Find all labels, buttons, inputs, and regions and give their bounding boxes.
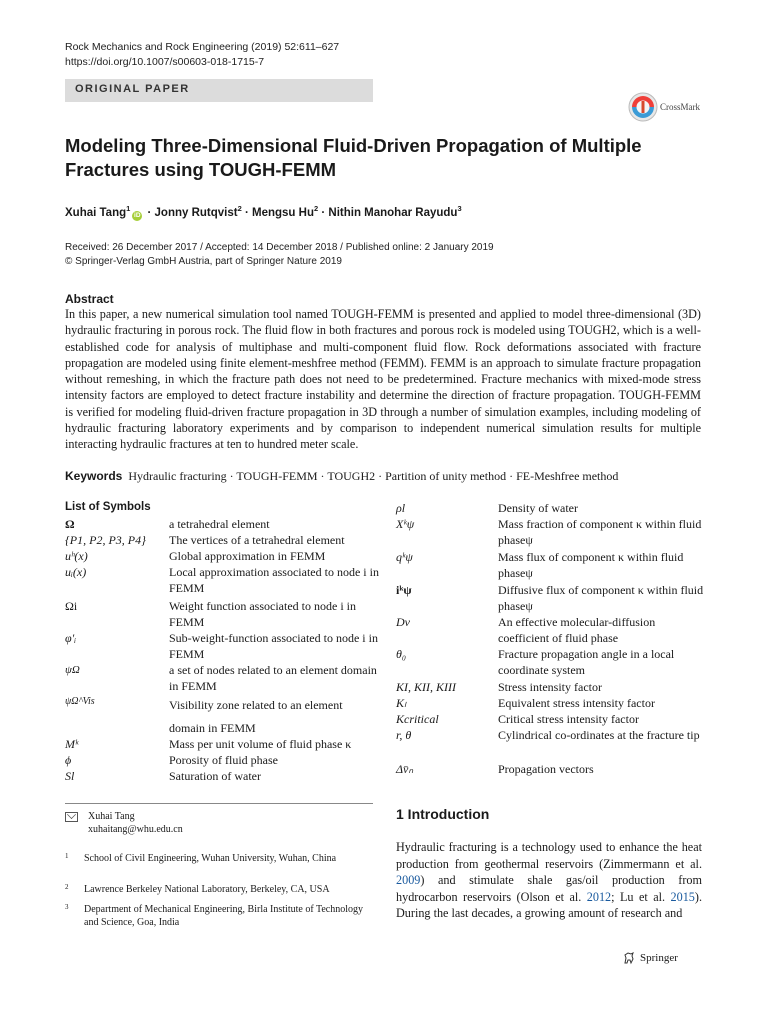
author-name[interactable]: Nithin Manohar Rayudu: [328, 206, 458, 219]
symbol: qᵏψ: [396, 550, 413, 564]
symbol: {P1, P2, P3, P4}: [65, 533, 146, 547]
intro-text-segment: ). During the last decades, a growing amount of research and: [396, 889, 702, 920]
correspondence-email[interactable]: xuhaitang@whu.edu.cn: [88, 824, 183, 835]
symbol: Kₗ: [396, 696, 406, 710]
symbol: θ₀: [396, 647, 407, 661]
introduction-text: [396, 839, 702, 922]
symbol: Δv̄ₙ: [396, 762, 414, 776]
symbol-description: Propagation vectors: [498, 762, 594, 776]
symbol: Xᵏψ: [396, 517, 415, 531]
symbol-description: Fracture propagation angle in a local coordinate system: [498, 647, 675, 677]
symbol-description: Weight function associated to node i in FEMM: [169, 599, 356, 629]
citation-link[interactable]: 2012: [586, 889, 612, 904]
symbol-description: Equivalent stress intensity factor: [498, 696, 655, 710]
article-type-banner: [65, 79, 373, 102]
affiliation-number: 3: [65, 903, 69, 911]
correspondence-name: Xuhai Tang: [88, 811, 135, 822]
orcid-icon[interactable]: iD: [134, 211, 141, 219]
symbol-description: Local approximation associated to node i in FEMM: [169, 565, 379, 595]
author-affiliation-sup: 3: [457, 204, 462, 213]
symbol-description: Cylindrical co-ordinates at the fracture tip: [498, 728, 700, 742]
symbol: uʰ(x): [65, 549, 88, 563]
symbols-heading: List of Symbols: [65, 501, 151, 513]
crossmark-icon: [628, 92, 658, 122]
springer-horse-icon: [622, 951, 636, 965]
intro-text-segment: ) and stimulate shale gas/oil production from hydrocarbon reservoirs (Olson et al.: [396, 873, 702, 904]
affiliation-number: 2: [65, 883, 69, 891]
symbol-description: Porosity of fluid phase: [169, 753, 278, 767]
author-affiliation-sup: 2: [313, 204, 319, 213]
abstract-text: In this paper, a new numerical simulation tool named TOUGH-FEMM is presented and applied to model three-dimensional (3D) hydraulic fracturing in porous rock. The fluid flow in both fractures and porous rock is modeled using TOUGH2, which is a well-established code for analysis of multiphase and multi-component fluid flow. Rock deformations associated with fracture propagation are modeled using finite element-meshfree method (FEMM). FEMM is an approach to simulate fracture propagation without remeshing, in which the fracture path does not need to be predetermined. Fracture mechanics with mixed-mode stress intensity factors are employed to detect fracture instability and determine the direction of fracture propagation. TOUGH-FEMM is verified for modeling fluid-driven fracture propagation in 3D through a number of simulation examples, including modeling of hydraulic fracturing laboratory experiments and by comparison to independent numerical simulation results for multiple interacting hydraulic fractures at ten to hundred meter scale.: [65, 307, 701, 452]
keywords-label: Keywords: [65, 469, 123, 483]
symbol: ψΩ: [65, 664, 80, 676]
symbol: iᵏψ: [396, 583, 412, 597]
symbol: ρl: [396, 501, 406, 515]
crossmark-badge[interactable]: [628, 92, 700, 122]
symbol: Mᵏ: [65, 737, 79, 751]
symbol-description: a set of nodes related to an element domain in FEMM: [169, 663, 377, 693]
journal-citation: Rock Mechanics and Rock Engineering (2019) 52:611–627: [65, 41, 340, 53]
symbol-description: Sub-weight-function associated to node i in FEMM: [169, 631, 378, 661]
abstract-heading: Abstract: [65, 292, 114, 306]
affiliation-number: 1: [65, 852, 69, 860]
symbol: ψΩ^Vis: [65, 696, 95, 707]
citation-link[interactable]: 2009: [396, 873, 421, 887]
crossmark-label: CrossMark: [660, 102, 700, 112]
symbol-description: Mass per unit volume of fluid phase κ: [169, 737, 352, 751]
symbol-description: An effective molecular-diffusion coefficient of fluid phase: [498, 615, 656, 645]
author-name[interactable]: Jonny Rutqvist: [154, 206, 238, 219]
envelope-icon: [65, 812, 78, 822]
symbol-description: Visibility zone related to an element domain in FEMM: [169, 698, 343, 735]
symbol-description: Global approximation in FEMM: [169, 549, 326, 563]
paper-title: Modeling Three-Dimensional Fluid-Driven Propagation of Multiple Fractures using TOUGH-FEMM: [65, 135, 642, 180]
affiliation-text: Department of Mechanical Engineering, Birla Institute of Technology and Science, Goa, India: [84, 904, 364, 928]
symbol-description: Mass fraction of component κ within fluid phaseψ: [498, 517, 702, 547]
author-name[interactable]: Xuhai Tang: [65, 206, 127, 219]
footnote-divider: [65, 803, 373, 804]
symbol: r, θ: [396, 728, 412, 742]
keywords: [65, 469, 618, 484]
symbol-description: a tetrahedral element: [169, 517, 270, 531]
publication-dates: [65, 241, 494, 269]
author-list: Xuhai Tang$^1$iD · Jonny Rutqvist$^2$ · Mengsu $Hu^2$ · Nithin Manohar Rayudu$^3$: [65, 204, 462, 219]
symbol-description: Diffusive flux of component κ within fluid phaseψ: [498, 583, 704, 613]
symbol-description: Mass flux of component κ within fluid phaseψ: [498, 550, 684, 580]
symbol-description: Critical stress intensity factor: [498, 712, 639, 726]
publisher-name: Springer: [640, 952, 678, 964]
dates-line: Received: 26 December 2017 / Accepted: 14 December 2018 / Published online: 2 January 2019: [65, 242, 494, 253]
keywords-text: Hydraulic fracturing · TOUGH-FEMM · TOUGH2 · Partition of unity method · FE-Meshfree method: [128, 469, 619, 483]
symbol-description: Stress intensity factor: [498, 680, 602, 694]
citation-link[interactable]: 2015: [670, 889, 695, 904]
symbol: ϕ: [65, 753, 72, 767]
symbol-description: Density of water: [498, 501, 578, 515]
symbol: φ′ᵢ: [65, 631, 77, 645]
author-name[interactable]: Mengsu Hu: [252, 206, 314, 219]
correspondence: [65, 810, 183, 836]
author-affiliation-sup: 1: [126, 204, 131, 213]
journal-info: [65, 40, 339, 70]
intro-text-segment: Hydraulic fracturing is a technology used to enhance the heat production from geothermal reservoirs (Zimmermann et al.: [396, 840, 702, 871]
copyright-line: © Springer-Verlag GmbH Austria, part of Springer Nature 2019: [65, 256, 342, 267]
symbol-description: Saturation of water: [169, 769, 261, 783]
symbol: Dv: [396, 615, 410, 629]
affiliation-text: School of Civil Engineering, Wuhan University, Wuhan, China: [84, 853, 337, 864]
symbol: Kcritical: [396, 712, 439, 726]
affiliation-text: Lawrence Berkeley National Laboratory, Berkeley, CA, USA: [84, 884, 330, 895]
doi-link[interactable]: https://doi.org/10.1007/s00603-018-1715-7: [65, 56, 265, 68]
symbol: Sl: [65, 769, 75, 783]
section-heading-introduction: 1 Introduction: [396, 806, 490, 822]
symbol: KI, KII, KIII: [396, 680, 456, 694]
symbol-description: The vertices of a tetrahedral element: [169, 533, 345, 547]
author-affiliation-sup: 2: [237, 204, 242, 213]
article-type-label: ORIGINAL PAPER: [75, 83, 190, 95]
symbol: uᵢ(x): [65, 565, 87, 579]
publisher-logo: [622, 951, 678, 965]
symbol: Ω: [65, 517, 75, 531]
intro-text-segment: ; Lu et al.: [611, 889, 671, 904]
symbol: Ωi: [65, 599, 78, 613]
